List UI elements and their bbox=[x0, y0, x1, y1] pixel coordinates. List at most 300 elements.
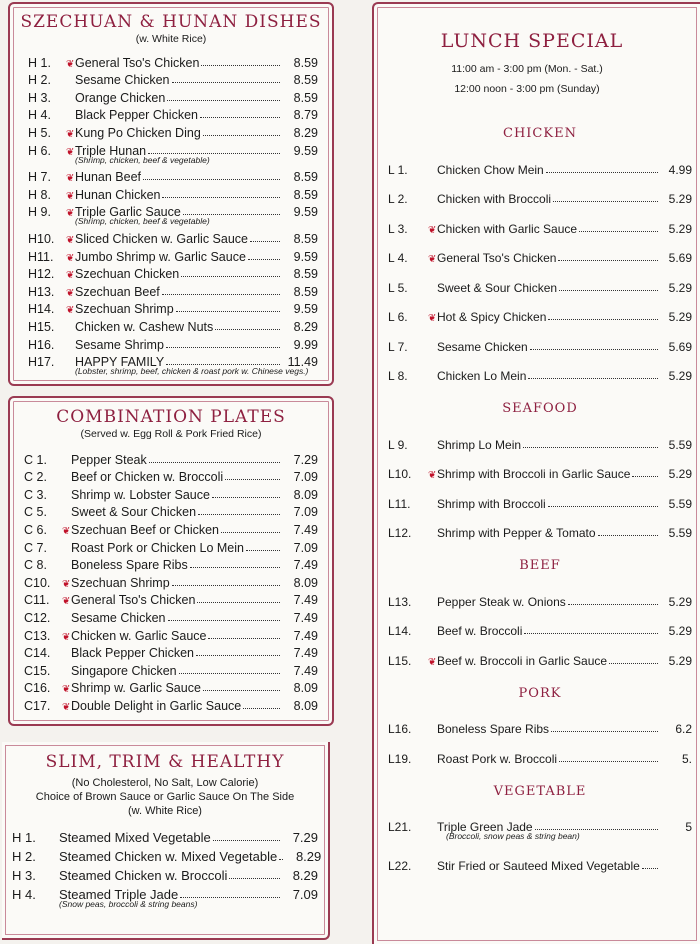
item-code: L21. bbox=[388, 820, 412, 834]
leader-dots bbox=[148, 153, 280, 154]
item-price: 5.29 bbox=[668, 310, 692, 324]
item-code: L 7. bbox=[388, 339, 408, 354]
menu-item-h15 bbox=[28, 316, 318, 334]
menu-item-l-1 bbox=[388, 147, 692, 177]
item-code: L 4. bbox=[388, 251, 408, 265]
leader-dots bbox=[546, 172, 658, 173]
item-code: C 3. bbox=[24, 487, 47, 502]
item-code: L14. bbox=[388, 624, 412, 638]
leader-dots bbox=[183, 214, 280, 215]
menu-item-c-7 bbox=[24, 537, 318, 555]
item-name: Sesame Chicken bbox=[71, 610, 166, 625]
item-note: (Lobster, shrimp, beef, chicken & roast pork w. Chinese vegs.) bbox=[75, 366, 309, 377]
szechuan-hunan-subtitle: (w. White Rice) bbox=[135, 33, 207, 45]
leader-dots bbox=[548, 506, 658, 507]
hot-pepper-icon: ❦ bbox=[66, 128, 75, 140]
item-price: 7.29 bbox=[293, 452, 318, 467]
item-price: 5.29 bbox=[668, 624, 692, 638]
leader-dots bbox=[609, 663, 658, 664]
menu-item-c-2 bbox=[24, 467, 318, 485]
menu-item-l12 bbox=[388, 511, 692, 541]
leader-dots bbox=[598, 535, 658, 536]
item-price: 7.49 bbox=[293, 646, 318, 661]
item-name: Beef w. Broccoli in Garlic Sauce bbox=[437, 653, 608, 668]
leader-dots bbox=[225, 479, 280, 480]
section-heading-chicken: CHICKEN bbox=[503, 126, 577, 141]
lunch-list bbox=[374, 96, 692, 873]
leader-dots bbox=[559, 290, 658, 291]
combination-list bbox=[10, 449, 332, 713]
menu-item-l13 bbox=[388, 579, 692, 609]
item-code: C 6. bbox=[24, 522, 47, 537]
item-name: Beef or Chicken w. Broccoli bbox=[71, 470, 224, 485]
item-price: 8.59 bbox=[293, 267, 318, 282]
lunch-special-panel bbox=[372, 2, 700, 944]
item-code: C17. bbox=[24, 698, 51, 713]
item-price: 5.29 bbox=[668, 192, 692, 206]
lunch-hours-sunday: 12:00 noon - 3:00 pm (Sunday) bbox=[454, 83, 600, 95]
item-name: Szechuan Beef bbox=[75, 284, 160, 299]
menu-item-c17 bbox=[24, 695, 318, 713]
menu-item-c-1 bbox=[24, 449, 318, 467]
section-heading-seafood: SEAFOOD bbox=[502, 401, 578, 416]
item-price: 7.09 bbox=[293, 505, 318, 520]
leader-dots bbox=[176, 311, 280, 312]
item-name: HAPPY FAMILY bbox=[75, 355, 165, 370]
menu-item-h-2 bbox=[28, 70, 318, 88]
item-code: C16. bbox=[24, 681, 51, 696]
combination-plates-panel bbox=[8, 396, 334, 726]
menu-item-h-3 bbox=[28, 87, 318, 105]
section-items-pork bbox=[388, 707, 692, 766]
menu-item-h13 bbox=[28, 281, 318, 299]
item-code: H 3. bbox=[12, 868, 36, 883]
item-price: 5.29 bbox=[668, 653, 692, 668]
item-price: 5.59 bbox=[668, 496, 692, 511]
item-price: 8.09 bbox=[293, 487, 318, 502]
item-code: C 8. bbox=[24, 558, 47, 573]
leader-dots bbox=[558, 260, 658, 261]
leader-dots bbox=[166, 364, 280, 365]
item-code: H 6. bbox=[28, 143, 51, 158]
leader-dots bbox=[196, 655, 280, 656]
menu-item-h-1 bbox=[28, 52, 318, 70]
menu-item-c16 bbox=[24, 678, 318, 696]
hot-pepper-icon: ❦ bbox=[66, 234, 75, 246]
menu-item-l19 bbox=[388, 736, 692, 766]
item-name: Chicken with Garlic Sauce bbox=[437, 221, 578, 236]
item-code: L22. bbox=[388, 858, 412, 873]
item-code: H 2. bbox=[12, 849, 36, 864]
item-note: (Broccoli, snow peas & string bean) bbox=[446, 831, 580, 841]
menu-item-c-6 bbox=[24, 519, 318, 537]
leader-dots bbox=[229, 878, 280, 879]
item-code: H 8. bbox=[28, 187, 51, 202]
item-name: Hunan Beef bbox=[75, 170, 142, 185]
item-name: Triple Green Jade bbox=[437, 820, 533, 834]
leader-dots bbox=[208, 638, 280, 639]
leader-dots bbox=[180, 897, 280, 898]
item-code: H15. bbox=[28, 319, 55, 334]
menu-item-h-2 bbox=[12, 845, 322, 864]
item-code: C14. bbox=[24, 646, 51, 661]
leader-dots bbox=[179, 673, 280, 674]
item-price: 9.59 bbox=[293, 302, 318, 317]
item-code: C 2. bbox=[24, 470, 47, 485]
item-name: Beef w. Broccoli bbox=[437, 624, 523, 638]
hot-pepper-icon: ❦ bbox=[66, 305, 75, 317]
menu-item-l-8 bbox=[388, 354, 692, 384]
leader-dots bbox=[200, 117, 280, 118]
item-name: Singapore Chicken bbox=[71, 663, 177, 678]
item-price: 8.29 bbox=[295, 849, 322, 864]
item-code: L11. bbox=[388, 496, 411, 511]
menu-item-l16 bbox=[388, 707, 692, 737]
leader-dots bbox=[243, 708, 280, 709]
menu-item-h16 bbox=[28, 334, 318, 352]
slim-subtitle-2: Choice of Brown Sauce or Garlic Sauce On The Side bbox=[35, 791, 295, 803]
item-price: 8.59 bbox=[293, 187, 318, 202]
item-code: H13. bbox=[28, 284, 55, 299]
item-name: Chicken w. Garlic Sauce bbox=[71, 628, 207, 643]
hot-pepper-icon: ❦ bbox=[66, 270, 75, 282]
leader-dots bbox=[246, 550, 280, 551]
leader-dots bbox=[203, 135, 280, 136]
item-price: 9.99 bbox=[293, 337, 318, 352]
menu-item-c-8 bbox=[24, 555, 318, 573]
item-price: 5.29 bbox=[668, 467, 692, 481]
menu-item-l10 bbox=[388, 452, 692, 482]
slim-trim-healthy-panel bbox=[2, 742, 330, 940]
szechuan-hunan-panel bbox=[8, 2, 334, 386]
item-code: H14. bbox=[28, 302, 55, 317]
section-items-chicken bbox=[388, 147, 692, 383]
item-price: 7.49 bbox=[293, 663, 318, 678]
item-price: 6.2 bbox=[675, 722, 692, 736]
hot-pepper-icon: ❦ bbox=[66, 252, 75, 264]
item-price: 7.49 bbox=[293, 610, 318, 625]
menu-item-h12 bbox=[28, 264, 318, 282]
leader-dots bbox=[213, 840, 280, 841]
item-name: Hot & Spicy Chicken bbox=[437, 310, 547, 324]
item-price: 8.59 bbox=[293, 170, 318, 185]
item-name: General Tso's Chicken bbox=[71, 593, 196, 608]
item-name: Chicken w. Cashew Nuts bbox=[75, 319, 214, 334]
hot-pepper-icon: ❦ bbox=[66, 190, 75, 202]
item-code: L13. bbox=[388, 594, 412, 609]
item-code: L16. bbox=[388, 722, 412, 736]
item-price: 5.69 bbox=[668, 251, 692, 265]
leader-dots bbox=[535, 829, 658, 830]
item-price: 7.49 bbox=[293, 558, 318, 573]
menu-item-h-1 bbox=[12, 826, 318, 845]
slim-subtitle-1: (No Cholesterol, No Salt, Low Calorie) bbox=[71, 777, 259, 789]
hot-pepper-icon: ❦ bbox=[62, 596, 71, 608]
leader-dots bbox=[168, 620, 281, 621]
hot-pepper-icon: ❦ bbox=[428, 254, 437, 265]
item-code: L 1. bbox=[388, 162, 408, 177]
leader-dots bbox=[248, 259, 280, 260]
item-name: Roast Pork w. Broccoli bbox=[437, 751, 558, 766]
menu-item-l15 bbox=[388, 638, 692, 668]
item-name: Roast Pork or Chicken Lo Mein bbox=[71, 540, 244, 555]
item-name: Sesame Shrimp bbox=[75, 337, 164, 352]
item-code: H17. bbox=[28, 355, 55, 370]
leader-dots bbox=[559, 761, 658, 762]
item-code: L 6. bbox=[388, 310, 408, 324]
item-code: H 5. bbox=[28, 125, 51, 140]
hot-pepper-icon: ❦ bbox=[66, 208, 75, 220]
item-name: Sweet & Sour Chicken bbox=[437, 280, 558, 295]
hot-pepper-icon: ❦ bbox=[66, 146, 75, 158]
item-price: 7.09 bbox=[293, 540, 318, 555]
item-price: 8.59 bbox=[293, 55, 318, 70]
item-name: Sesame Chicken bbox=[437, 339, 528, 354]
leader-dots bbox=[523, 447, 658, 448]
item-price: 7.49 bbox=[293, 593, 318, 608]
item-price: 8.59 bbox=[293, 73, 318, 88]
item-name: Boneless Spare Ribs bbox=[437, 722, 550, 736]
item-code: H 9. bbox=[28, 205, 51, 220]
leader-dots bbox=[568, 604, 658, 605]
menu-item-l-6 bbox=[388, 295, 692, 325]
item-name: General Tso's Chicken bbox=[437, 251, 557, 265]
menu-item-l-4 bbox=[388, 236, 692, 266]
item-price: 5.29 bbox=[668, 594, 692, 609]
item-price: 5.29 bbox=[668, 280, 692, 295]
szechuan-hunan-title: SZECHUAN & HUNAN DISHES bbox=[20, 12, 322, 32]
item-note: (Snow peas, broccoli & string beans) bbox=[59, 899, 198, 909]
item-price: 5.59 bbox=[668, 437, 692, 452]
leader-dots bbox=[201, 65, 280, 66]
item-code: C10. bbox=[24, 575, 51, 590]
hot-pepper-icon: ❦ bbox=[66, 287, 75, 299]
leader-dots bbox=[530, 349, 658, 350]
item-code: L 9. bbox=[388, 437, 408, 452]
item-price: 8.59 bbox=[293, 90, 318, 105]
section-items-beef bbox=[388, 579, 692, 668]
leader-dots bbox=[642, 868, 658, 869]
menu-item-c10 bbox=[24, 572, 318, 590]
item-price: 7.09 bbox=[293, 470, 318, 485]
menu-item-l-2 bbox=[388, 177, 692, 207]
item-name: Triple Garlic Sauce bbox=[75, 205, 181, 220]
section-heading-beef: BEEF bbox=[519, 558, 561, 573]
menu-item-h11 bbox=[28, 246, 318, 264]
leader-dots bbox=[632, 476, 658, 477]
slim-title: SLIM, TRIM & HEALTHY bbox=[45, 752, 285, 772]
menu-item-c-5 bbox=[24, 502, 318, 520]
lunch-hours-weekday: 11:00 am - 3:00 pm (Mon. - Sat.) bbox=[451, 63, 603, 75]
item-code: L15. bbox=[388, 653, 412, 668]
item-price: 8.09 bbox=[293, 698, 318, 713]
item-price: 5.59 bbox=[668, 526, 692, 540]
menu-item-h-4 bbox=[28, 105, 318, 123]
item-price: 5 bbox=[685, 820, 692, 834]
hot-pepper-icon: ❦ bbox=[428, 224, 437, 236]
menu-item-l11 bbox=[388, 481, 692, 511]
leader-dots bbox=[250, 241, 280, 242]
item-name: Steamed Chicken w. Broccoli bbox=[59, 868, 228, 883]
hot-pepper-icon: ❦ bbox=[66, 173, 75, 185]
item-name: Kung Po Chicken Ding bbox=[75, 125, 201, 140]
item-price: 5. bbox=[681, 751, 692, 766]
item-name: Chicken Lo Mein bbox=[437, 369, 527, 383]
item-name: Szechuan Chicken bbox=[75, 267, 180, 282]
item-price: 5.29 bbox=[668, 221, 692, 236]
leader-dots bbox=[279, 859, 283, 860]
item-code: H12. bbox=[28, 267, 55, 282]
hot-pepper-icon: ❦ bbox=[62, 684, 71, 696]
leader-dots bbox=[221, 532, 280, 533]
hot-pepper-icon: ❦ bbox=[428, 656, 437, 668]
item-price: 8.29 bbox=[293, 319, 318, 334]
item-name: Stir Fried or Sauteed Mixed Vegetable bbox=[437, 858, 640, 873]
item-name: Black Pepper Chicken bbox=[75, 108, 198, 123]
menu-item-h-3 bbox=[12, 864, 318, 883]
section-heading-vegetable: VEGETABLE bbox=[493, 783, 587, 799]
item-price: 8.29 bbox=[293, 125, 318, 140]
item-code: L 2. bbox=[388, 192, 408, 206]
item-name: Shrimp with Broccoli bbox=[437, 496, 546, 511]
item-name: Shrimp Lo Mein bbox=[437, 437, 522, 452]
menu-item-c13 bbox=[24, 625, 318, 643]
item-code: L 5. bbox=[388, 280, 408, 295]
item-name: Pepper Steak bbox=[71, 452, 147, 467]
section-items-seafood bbox=[388, 422, 692, 540]
item-name: Orange Chicken bbox=[75, 90, 166, 105]
menu-item-h10 bbox=[28, 228, 318, 246]
menu-item-l-9 bbox=[388, 422, 692, 452]
item-code: C 5. bbox=[24, 505, 47, 520]
menu-item-h-8 bbox=[28, 184, 318, 202]
item-price: 8.59 bbox=[293, 284, 318, 299]
leader-dots bbox=[166, 347, 280, 348]
item-name: Shrimp w. Lobster Sauce bbox=[71, 487, 210, 502]
item-price: 9.59 bbox=[293, 205, 318, 220]
item-code: H 1. bbox=[12, 830, 36, 845]
item-code: L12. bbox=[388, 526, 412, 540]
menu-item-c-3 bbox=[24, 484, 318, 502]
item-code: H 4. bbox=[28, 108, 51, 123]
item-name: Shrimp w. Garlic Sauce bbox=[71, 681, 201, 696]
item-price: 7.29 bbox=[292, 830, 318, 845]
menu-item-l22 bbox=[388, 843, 692, 873]
menu-item-l-3 bbox=[388, 206, 692, 236]
leader-dots bbox=[181, 276, 280, 277]
hot-pepper-icon: ❦ bbox=[62, 631, 71, 643]
item-price: 5.29 bbox=[668, 369, 692, 383]
item-name: Jumbo Shrimp w. Garlic Sauce bbox=[75, 249, 246, 264]
combination-title: COMBINATION PLATES bbox=[56, 407, 286, 427]
item-name: Shrimp with Pepper & Tomato bbox=[437, 526, 596, 540]
item-code: H16. bbox=[28, 337, 55, 352]
leader-dots bbox=[149, 462, 280, 463]
hot-pepper-icon: ❦ bbox=[66, 58, 75, 70]
menu-item-l21 bbox=[388, 805, 692, 835]
leader-dots bbox=[198, 514, 280, 515]
leader-dots bbox=[528, 378, 658, 379]
hot-pepper-icon: ❦ bbox=[428, 313, 437, 324]
item-price: 8.79 bbox=[293, 108, 318, 123]
section-heading-pork: PORK bbox=[518, 685, 562, 701]
leader-dots bbox=[203, 690, 280, 691]
item-name: Steamed Mixed Vegetable bbox=[59, 830, 211, 845]
menu-item-c11 bbox=[24, 590, 318, 608]
item-price: 7.09 bbox=[292, 887, 318, 902]
item-price: 11.49 bbox=[287, 355, 318, 370]
item-name: Sliced Chicken w. Garlic Sauce bbox=[75, 231, 248, 246]
item-code: C12. bbox=[24, 610, 51, 625]
menu-item-c14 bbox=[24, 643, 318, 661]
hot-pepper-icon: ❦ bbox=[62, 578, 71, 590]
item-note: (Shrimp, chicken, beef & vegetable) bbox=[75, 154, 210, 165]
leader-dots bbox=[167, 100, 280, 101]
menu-item-l-7 bbox=[388, 324, 692, 354]
section-items-vegetable bbox=[388, 805, 692, 873]
item-code: H 4. bbox=[12, 887, 36, 902]
item-name: Double Delight in Garlic Sauce bbox=[71, 698, 242, 713]
item-price: 5.69 bbox=[668, 339, 692, 354]
leader-dots bbox=[579, 231, 658, 232]
item-code: C 7. bbox=[24, 540, 47, 555]
leader-dots bbox=[524, 633, 658, 634]
menu-item-c15 bbox=[24, 660, 318, 678]
item-name: Pepper Steak w. Onions bbox=[437, 594, 566, 609]
item-code: C 1. bbox=[24, 452, 47, 467]
hot-pepper-icon: ❦ bbox=[62, 701, 71, 713]
leader-dots bbox=[143, 179, 280, 180]
menu-item-l14 bbox=[388, 609, 692, 639]
menu-item-h-5 bbox=[28, 122, 318, 140]
item-code: H 7. bbox=[28, 170, 51, 185]
item-name: Chicken Chow Mein bbox=[437, 162, 544, 177]
item-name: General Tso's Chicken bbox=[75, 55, 200, 70]
menu-item-h14 bbox=[28, 299, 318, 317]
item-name: Sesame Chicken bbox=[75, 73, 170, 88]
item-code: L 3. bbox=[388, 221, 408, 236]
combination-subtitle: (Served w. Egg Roll & Pork Fried Rice) bbox=[80, 428, 262, 440]
menu-item-h-7 bbox=[28, 167, 318, 185]
item-name: Black Pepper Chicken bbox=[71, 646, 194, 661]
slim-subtitle-3: (w. White Rice) bbox=[128, 805, 202, 817]
item-code: H 1. bbox=[28, 55, 51, 70]
leader-dots bbox=[190, 567, 280, 568]
leader-dots bbox=[197, 602, 280, 603]
item-price: 9.59 bbox=[293, 249, 318, 264]
item-price: 7.49 bbox=[293, 522, 318, 537]
item-price: 8.09 bbox=[293, 575, 318, 590]
leader-dots bbox=[172, 585, 280, 586]
leader-dots bbox=[215, 329, 280, 330]
menu-item-c12 bbox=[24, 607, 318, 625]
item-name: Hunan Chicken bbox=[75, 187, 161, 202]
item-code: L19. bbox=[388, 751, 412, 766]
leader-dots bbox=[212, 497, 280, 498]
item-price: 4.99 bbox=[668, 162, 692, 177]
item-code: H11. bbox=[28, 249, 54, 264]
slim-list bbox=[2, 826, 328, 909]
item-price: 8.59 bbox=[293, 231, 318, 246]
item-name: Szechuan Shrimp bbox=[75, 302, 174, 317]
item-name: Shrimp with Broccoli in Garlic Sauce bbox=[437, 467, 631, 481]
item-name: Boneless Spare Ribs bbox=[71, 558, 188, 573]
item-price: 8.29 bbox=[292, 868, 318, 883]
item-price: 9.59 bbox=[293, 143, 318, 158]
item-note: (Shrimp, chicken, beef & vegetable) bbox=[75, 216, 210, 227]
item-name: Steamed Triple Jade bbox=[59, 887, 179, 902]
hot-pepper-icon: ❦ bbox=[428, 470, 437, 481]
